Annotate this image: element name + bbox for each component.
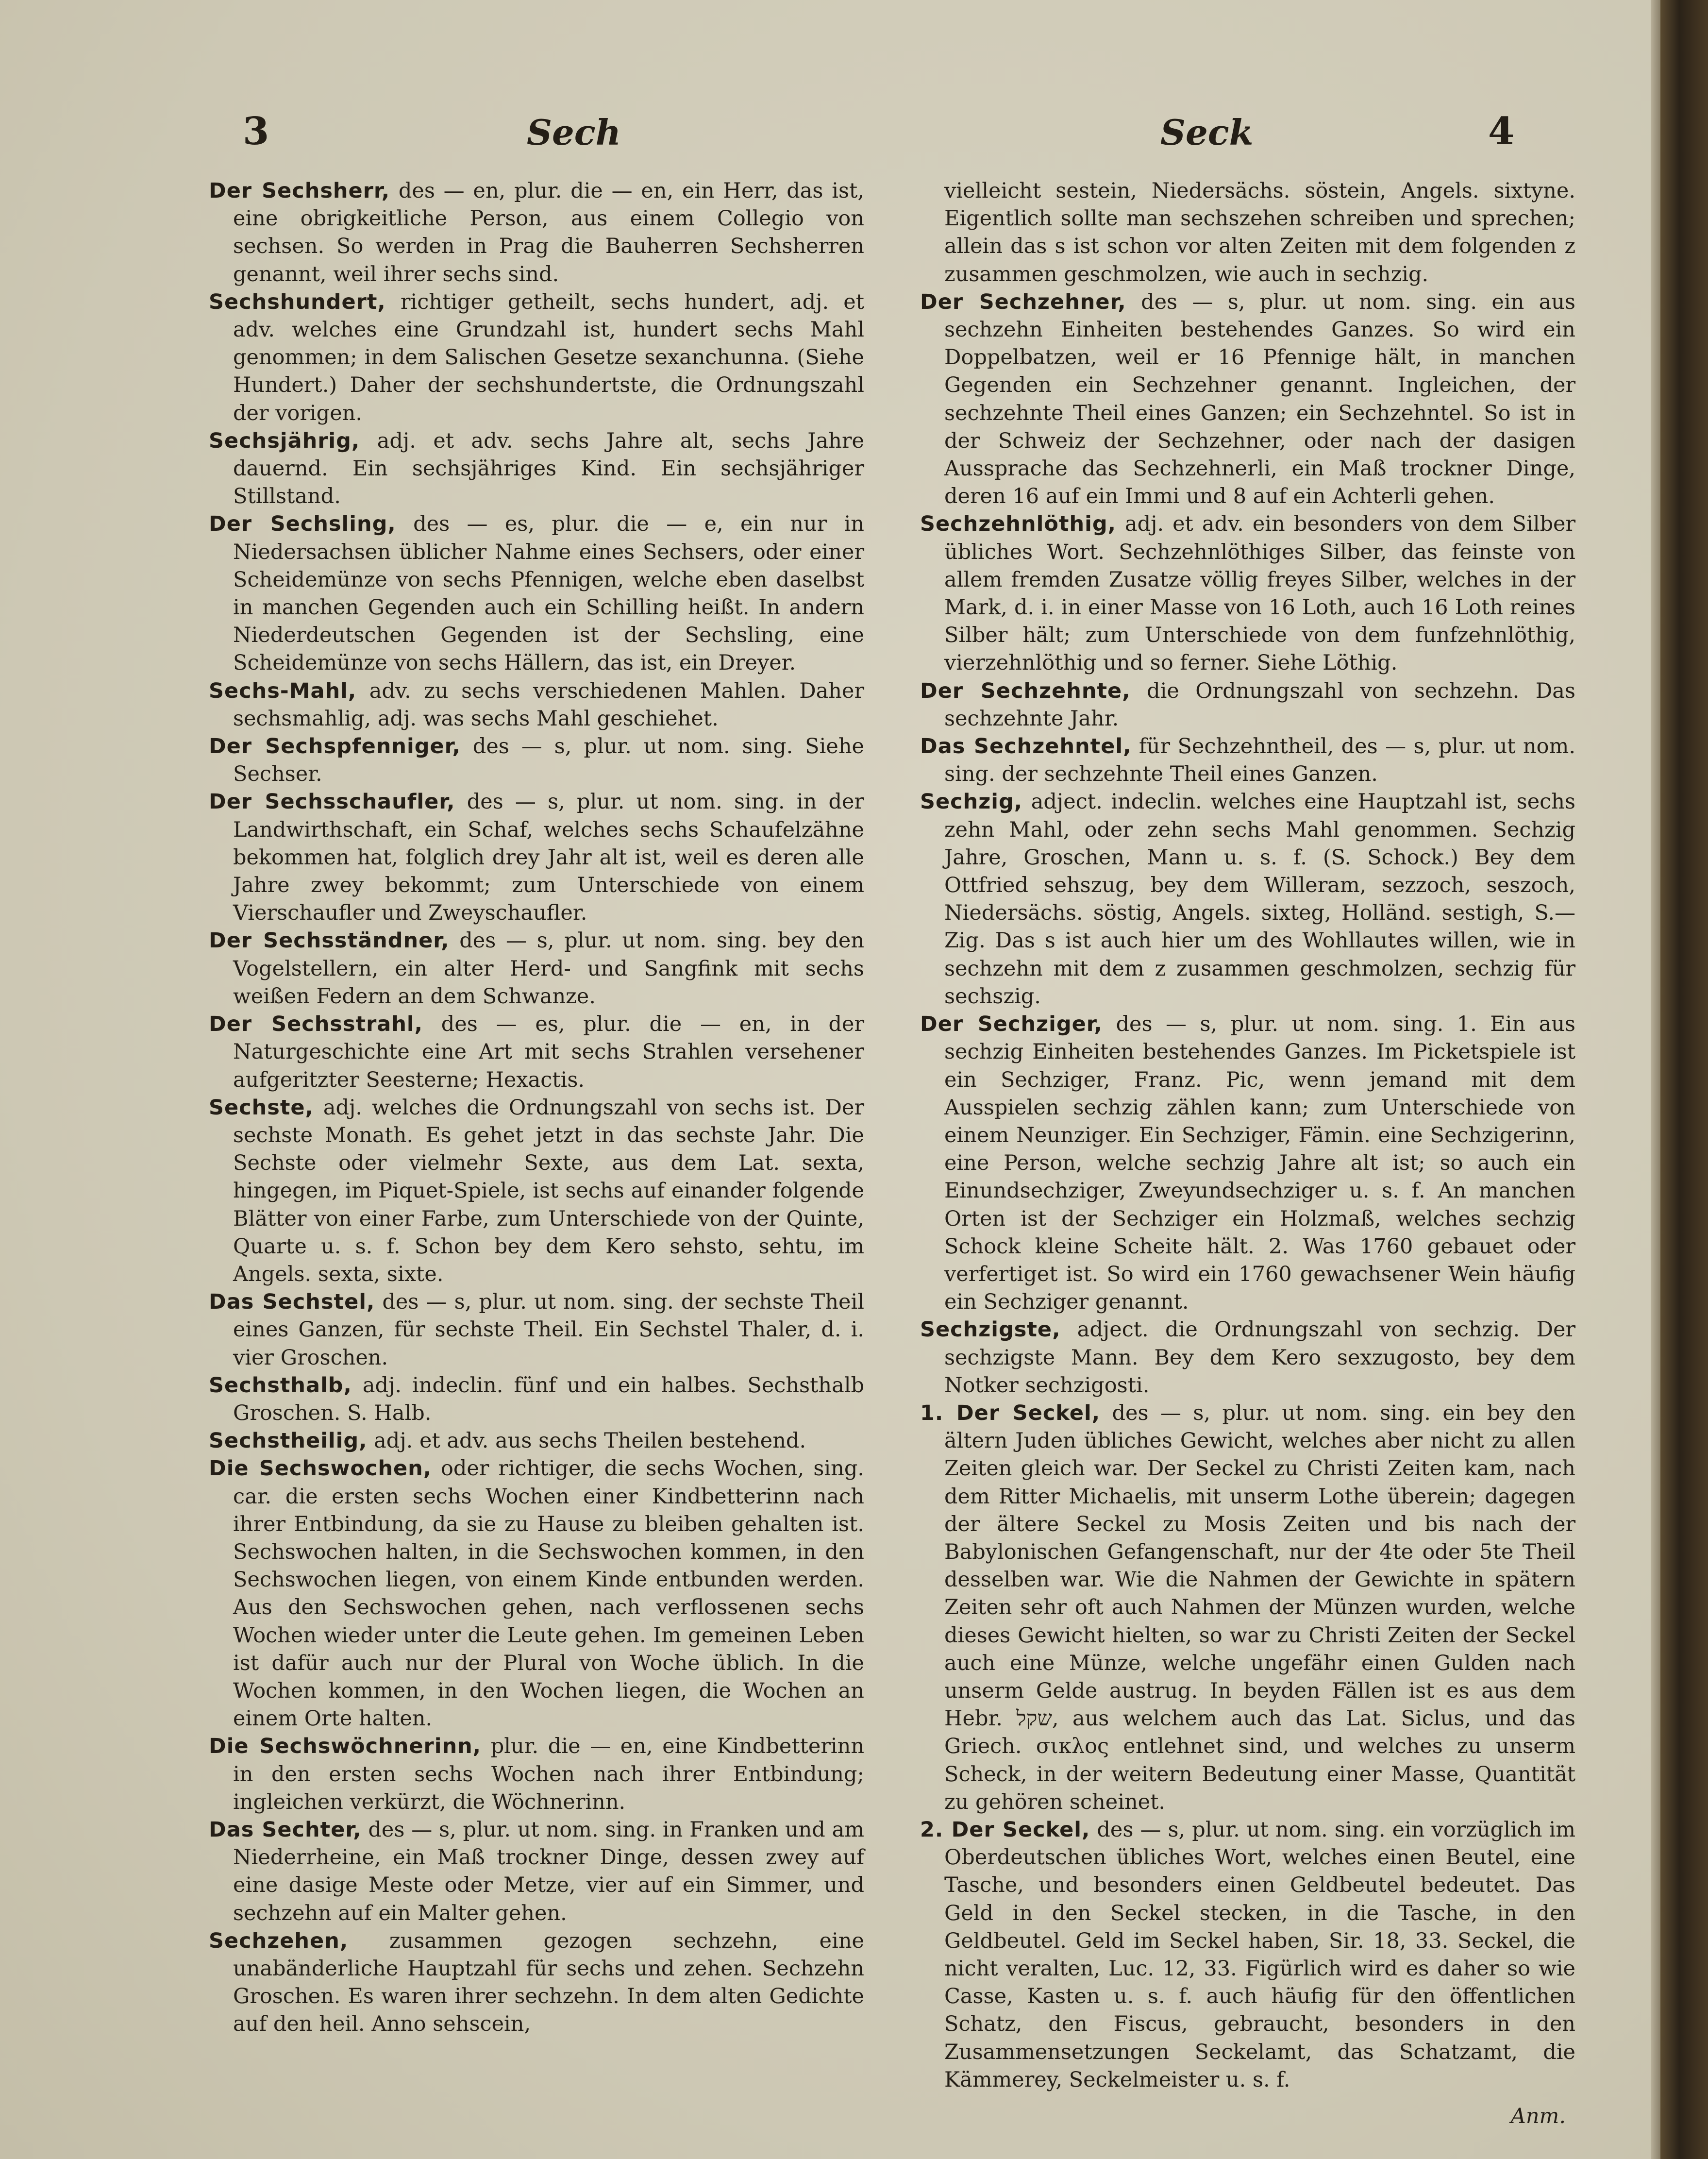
dictionary-entry [209,177,864,288]
dictionary-entry [920,510,1575,677]
entry-text: des — s, plur. ut nom. sing. bey den Vogelstellern, ein alter Herd- und Sangfink mit sechs weißen Federn an dem Schwanze. [233,928,865,1009]
entry-headword: Der Sechzehnte, [920,678,1131,703]
entry-headword: Das Sechzehntel, [920,734,1132,759]
dictionary-entry [209,1455,864,1733]
entry-text: adject. indeclin. welches eine Hauptzahl ist, sechs zehn Mahl, oder zehn sechs Mahl genommen. Sechzig Jahre, Groschen, Mann u. s. f. (S. Schock.) Bey dem Ottfried sehszug, bey dem Willeram, sezzoch, seszoch, Niedersächs. söstig, Angels. sixteg, Holländ. sestigh, S.—Zig. Das s ist auch hier um des Wohllautes willen, wie in sechzehn mit dem z zusammen geschmolzen, sechzig für sechszig. [944,790,1575,1009]
entry-headword: Das Sechter, [209,1817,362,1842]
dictionary-entry [209,1427,864,1455]
dictionary-entry [209,788,864,927]
left-column [209,177,864,2039]
right-page-number: 4 [1488,109,1515,153]
entry-headword: 2. Der Seckel, [920,1817,1090,1842]
entry-text: adj. et adv. ein besonders von dem Silber übliches Wort. Sechzehnlöthiges Silber, das feinste von allem fremden Zusatze völlig freyes Silber, welches in der Mark, d. i. in einer Masse von 16 Loth, auch 16 Loth reines Silber hält; zum Unterschiede von dem funfzehnlöthig, vierzehnlöthig und so ferner. Siehe Löthig. [944,512,1575,675]
entry-headword: Sechsjährig, [209,428,360,453]
entry-text: adj. et adv. sechs Jahre alt, sechs Jahre dauernd. Ein sechsjähriges Kind. Ein sechsjähriger Stillstand. [233,428,864,509]
dictionary-entry [209,1927,864,2039]
dictionary-entry [920,677,1575,733]
dictionary-entry [920,177,1575,288]
entry-headword: Sechzigste, [920,1317,1061,1342]
entry-text: des — s, plur. ut nom. sing. ein aus sechzehn Einheiten bestehendes Ganzes. So wird ein Doppelbatzen, weil er 16 Pfennige hält, in manchen Gegenden ein Sechzehner genannt. Ingleichen, der sechzehnte Theil eines Ganzen; ein Sechzehntel. So ist in der Schweiz der Sechzehner, oder nach der dasigen Aussprache das Sechzehnerli, ein Maß trockner Dinge, deren 16 auf ein Immi und 8 auf ein Achterli gehen. [944,289,1575,509]
right-running-head: Seck [1160,112,1254,153]
left-running-head: Sech [527,112,621,153]
entry-headword: Das Sechstel, [209,1290,375,1315]
page-gutter [1651,0,1660,2159]
entry-headword: Der Sechsling, [209,512,396,537]
dictionary-entry [920,788,1575,1011]
entry-headword: Der Sechsständner, [209,928,450,953]
entry-headword: 1. Der Seckel, [920,1400,1101,1425]
entry-text: vielleicht sestein, Niedersächs. söstein, Angels. sixtyne. Eigentlich sollte man sechszehen schreiben und sprechen; allein das s ist schon vor alten Zeiten mit dem folgenden z zusammen geschmolzen, wie auch in sechzig. [944,179,1575,287]
entry-headword: Der Sechzehner, [920,289,1126,314]
dictionary-entry [920,1316,1575,1400]
entry-text: die Ordnungszahl von sechzehn. Das sechzehnte Jahr. [944,678,1575,731]
entry-headword: Sechzehnlöthig, [920,512,1116,537]
entry-text: adj. et adv. aus sechs Theilen bestehend. [374,1429,806,1453]
entry-text: plur. die — en, eine Kindbetterinn in den ersten sechs Wochen nach ihrer Entbindung; ingleichen verkürzt, die Wöchnerinn. [233,1734,865,1814]
entry-headword: Der Sechsstrahl, [209,1012,423,1037]
entry-text: adject. die Ordnungszahl von sechzig. Der sechzigste Mann. Bey dem Kero sexzugosto, bey dem Notker sechzigosti. [944,1317,1575,1398]
entry-headword: Der Sechsschaufler, [209,790,455,814]
dictionary-entry [209,1816,864,1927]
dictionary-entry [209,288,864,427]
catchword: Anm. [1510,2104,1566,2129]
entry-text: für Sechzehntheil, des — s, plur. ut nom. sing. der sechzehnte Theil eines Ganzen. [944,734,1575,787]
entry-headword: Die Sechswochen, [209,1456,432,1481]
dictionary-entry [209,510,864,677]
dictionary-entry [920,288,1575,511]
entry-text: des — es, plur. die — en, in der Naturgeschichte eine Art mit sechs Strahlen versehener aufgeritzter Seesterne; Hexactis. [233,1012,865,1092]
dictionary-entry [920,1400,1575,1816]
entry-headword: Sechzehen, [209,1928,349,1953]
entry-text: adj. indeclin. fünf und ein halbes. Sechsthalb Groschen. S. Halb. [233,1373,865,1425]
entry-headword: Sechste, [209,1095,314,1120]
entry-text: des — es, plur. die — e, ein nur in Niedersachsen üblicher Nahme eines Sechsers, oder einer Scheidemünze von sechs Pfennigen, welche eben daselbst in manchen Gegenden auch ein Schilling heißt. In andern Niederdeutschen Gegenden ist der Sechsling, eine Scheidemünze von sechs Hällern, das ist, ein Dreyer. [233,512,864,675]
entry-text: adj. welches die Ordnungszahl von sechs ist. Der sechste Monath. Es gehet jetzt in das sechste Jahr. Die Sechste oder vielmehr Sexte, aus dem Lat. sexta, hingegen, im Piquet-Spiele, ist sechs auf einander folgende Blätter von einer Farbe, zum Unterschiede von der Quinte, Quarte u. s. f. Schon bey dem Kero sehsto, sehtu, im Angels. sexta, sixte. [233,1095,864,1286]
dictionary-entry [209,1094,864,1288]
entry-text: des — s, plur. ut nom. sing. ein bey den ältern Juden übliches Gewicht, welches aber nicht zu allen Zeiten gleich war. Der Seckel zu Christi Zeiten kam, nach dem Ritter Michaelis, mit unserm Lothe überein; dagegen der ältere Seckel zu Mosis Zeiten und bis nach der Babylonischen Gefangenschaft, nur der 4te oder 5te Theil desselben war. Wie die Nahmen der Gewichte in spätern Zeiten sehr oft auch Nahmen der Münzen wurden, welche dieses Gewicht hielten, so war zu Christi Zeiten der Seckel auch eine Münze, welche ungefähr einen Gulden nach unserm Gelde austrug. In beyden Fällen ist es aus dem Hebr. שקל, aus welchem auch das Lat. Siclus, und das Griech. σικλος entlehnet sind, und welches zu unserm Scheck, in der weitern Bedeutung einer Masse, Quantität zu gehören scheinet. [944,1400,1576,1814]
entry-headword: Die Sechswöchnerinn, [209,1734,482,1759]
entry-headword: Sechshundert, [209,289,386,314]
dictionary-entry [209,1288,864,1372]
entry-text: des — s, plur. ut nom. sing. der sechste Theil eines Ganzen, für sechste Theil. Ein Sechstel Thaler, d. i. vier Groschen. [233,1290,864,1370]
entry-text: des — en, plur. die — en, ein Herr, das ist, eine obrigkeitliche Person, aus einem Collegio von sechsen. So werden in Prag die Bauherren Sechsherren genannt, weil ihrer sechs sind. [233,179,864,287]
dictionary-entry [209,427,864,511]
entry-headword: Sechstheilig, [209,1429,368,1453]
entry-headword: Sechzig, [920,790,1023,814]
entry-text: richtiger getheilt, sechs hundert, adj. et adv. welches eine Grundzahl ist, hundert sechs Mahl genommen; in dem Salischen Gesetze sexanchunna. (Siehe Hundert.) Daher der sechshundertste, die Ordnungszahl der vorigen. [233,289,865,425]
entry-text: des — s, plur. ut nom. sing. 1. Ein aus sechzig Einheiten bestehendes Ganzes. Im Picketspiele ist ein Sechziger, Franz. Pic, wenn jemand mit dem Ausspielen sechzig zählen kann; zum Unterschiede von einem Neunziger. Ein Sechziger, Fämin. eine Sechzigerinn, eine Person, welche sechzig Jahre alt ist; so auch ein Einundsechziger, Zweyundsechziger u. s. f. An manchen Orten ist der Sechziger ein Holzmaß, welches sechzig Schock kleine Scheite hält. 2. Was 1760 gebauet oder verfertiget ist. So wird ein 1760 gewachsener Wein häufig ein Sechziger genannt. [944,1012,1576,1315]
dictionary-entry [209,927,864,1011]
dictionary-entry [209,1733,864,1816]
entry-text: adv. zu sechs verschiedenen Mahlen. Daher sechsmahlig, adj. was sechs Mahl geschiehet. [233,678,864,731]
dictionary-entry [920,1011,1575,1316]
left-page-number: 3 [243,109,269,153]
entry-text: des — s, plur. ut nom. sing. in der Landwirthschaft, ein Schaf, welches sechs Schaufelzähne bekommen hat, folglich drey Jahr alt ist, weil es deren alle Jahre zwey bekommt; zum Unterschiede von einem Vierschaufler und Zweyschaufler. [233,790,864,926]
dictionary-entry [920,1816,1575,2094]
dictionary-entry [209,1011,864,1094]
right-column [920,177,1575,2130]
entry-headword: Sechs-Mahl, [209,678,357,703]
dictionary-entry [209,677,864,733]
entry-headword: Der Sechziger, [920,1012,1103,1037]
entry-text: des — s, plur. ut nom. sing. in Franken und am Niederrheine, ein Maß trockner Dinge, dessen zwey auf eine dasige Meste oder Metze, vier auf ein Simmer, und sechzehn auf ein Malter gehen. [233,1817,865,1925]
entry-text: oder richtiger, die sechs Wochen, sing. car. die ersten sechs Wochen einer Kindbetterinn nach ihrer Entbindung, da sie zu Hause zu bleiben gehalten ist. Sechswochen halten, in die Sechswochen kommen, in den Sechswochen liegen, von einem Kinde entbunden werden. Aus den Sechswochen gehen, nach verflossenen sechs Wochen wieder unter die Leute gehen. Im gemeinen Leben ist dafür auch nur der Plural von Woche üblich. In die Wochen kommen, in den Wochen liegen, die Wochen an einem Orte halten. [233,1456,865,1731]
entry-headword: Der Sechsherr, [209,179,390,203]
entry-headword: Der Sechspfenniger, [209,734,461,759]
entry-text: des — s, plur. ut nom. sing. Siehe Sechser. [233,734,864,787]
book-edge [1660,0,1708,2159]
entry-text: zusammen gezogen sechzehn, eine unabänderliche Hauptzahl für sechs und zehen. Sechzehn Groschen. Es waren ihrer sechzehn. In dem alten Gedichte auf den heil. Anno sehscein, [233,1928,864,2037]
page-header [0,104,1660,163]
entry-text: des — s, plur. ut nom. sing. ein vorzüglich im Oberdeutschen übliches Wort, welches einen Beutel, eine Tasche, und besonders einen Geldbeutel bedeutet. Das Geld in den Seckel stecken, in die Tasche, in den Geldbeutel. Geld im Seckel haben, Sir. 18, 33. Seckel, die nicht veralten, Luc. 12, 33. Figürlich wird es daher so wie Casse, Kasten u. s. f. auch häufig für den öffentlichen Schatz, den Fiscus, gebraucht, besonders in den Zusammensetzungen Seckelamt, das Schatzamt, die Kämmerey, Seckelmeister u. s. f. [944,1817,1576,2092]
dictionary-entry [920,733,1575,788]
dictionary-entry [209,733,864,788]
dictionary-entry [209,1372,864,1427]
entry-headword: Sechsthalb, [209,1373,352,1398]
